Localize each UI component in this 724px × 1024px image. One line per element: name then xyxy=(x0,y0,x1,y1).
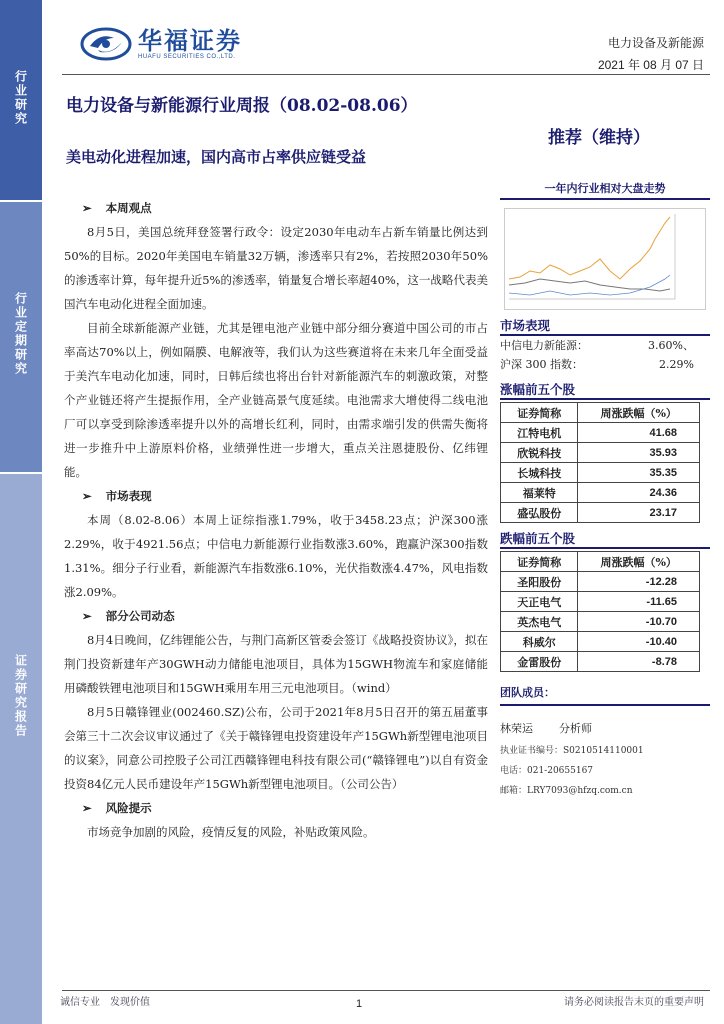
table-row: 英杰电气 -10.70 xyxy=(501,612,700,632)
market-row: 中信电力新能源： 3.60%、 xyxy=(500,339,694,352)
header-divider xyxy=(62,74,710,75)
losers-table: 证券简称 周涨跌幅（%） 圣阳股份 -12.28 天正电气 -11.65 英杰电气 -10.70 科威尔 -10.40 金雷股份 -8.78 xyxy=(500,551,700,672)
analyst: 林荣运 分析师 xyxy=(500,722,592,735)
paragraph: 8月5日赣锋锂业(002460.SZ)公布，公司于2021年8月5日召开的第五届董事会第三十二次会议审议通过了《关于赣锋锂电投资建设年产15GWh新型锂电池项目的议案》，同意公司控股子公司江西赣锋锂电科技有限公司(“赣锋锂电”)以自有资金投资84亿元人民币建设年产15GWh新型锂电池项目。（公司公告） xyxy=(64,705,488,791)
header-date: 2021 年 08 月 07 日 xyxy=(597,58,704,72)
section-heading: ➢ 风险提示 xyxy=(82,801,152,815)
paragraph: 8月4日晚间，亿纬锂能公告，与荆门高新区管委会签订《战略投资协议》，拟在荆门投资新建年产30GWH动力储能电池项目，具体为15GWH物流车和家庭储能用磷酸铁锂电池项目和15GWH乘用车用三元电池项目。（wind） xyxy=(64,633,488,695)
sidebar xyxy=(0,0,42,1024)
header-sector: 电力设备及新能源 xyxy=(607,36,704,50)
losers-heading: 跌幅前五个股 xyxy=(500,529,710,549)
paragraph: 8月5日，美国总统拜登签署行政令：设定2030年电动车占新车销量比例达到50%的目标。2020年美国电车销量32万辆，渗透率只有2%，若按照2030年50%的渗透率计算，每年提升近5%的渗透率，销量复合增长率超40%，这一战略代表美国汽车电动化进程全面加速。 xyxy=(64,225,488,311)
team-heading: 团队成员： xyxy=(500,684,710,706)
arrow-icon: ➢ xyxy=(82,609,92,623)
analyst-cert: 执业证书编号：S0210514110001 xyxy=(500,746,644,756)
table-row: 盛弘股份 23.17 xyxy=(501,503,700,523)
analyst-email[interactable]: 邮箱：LRY7093@hfzq.com.cn xyxy=(500,786,633,796)
paragraph: 市场竞争加剧的风险，疫情反复的风险，补贴政策风险。 xyxy=(87,825,375,839)
logo xyxy=(80,26,242,62)
analyst-phone: 电话：021-20655167 xyxy=(500,766,594,776)
market-row: 沪深 300 指数： 2.29% xyxy=(500,358,694,371)
rating: 推荐（维持） xyxy=(548,128,650,148)
table-row: 天正电气 -11.65 xyxy=(501,592,700,612)
section-heading: ➢ 市场表现 xyxy=(82,489,152,503)
sidebar-label-periodic: 行业定期研究 xyxy=(0,202,42,472)
gainers-table: 证券简称 周涨跌幅（%） 江特电机 41.68 欣锐科技 35.93 长城科技 35.35 福莱特 24.36 盛弘股份 23.17 xyxy=(500,402,700,523)
table-row: 欣锐科技 35.93 xyxy=(501,443,700,463)
main-content xyxy=(64,196,488,844)
chart-line-hs300 xyxy=(509,279,670,291)
right-panel xyxy=(500,180,710,796)
table-row: 福莱特 24.36 xyxy=(501,483,700,503)
table-row: 科威尔 -10.40 xyxy=(501,632,700,652)
paragraph: 本周（8.02-8.06）本周上证综指涨1.79%，收于3458.23点；沪深300涨2.29%，收于4921.56点；中信电力新能源行业指数涨3.60%，跑赢沪深300指数1.31%。细分子行业看，新能源汽车指数涨6.10%，光伏指数涨4.47%，风电指数涨2.09%。 xyxy=(64,513,488,599)
section-heading: ➢ 部分公司动态 xyxy=(82,609,175,623)
arrow-icon: ➢ xyxy=(82,489,92,503)
table-row: 长城科技 35.35 xyxy=(501,463,700,483)
chart-line-industry xyxy=(509,217,670,279)
page-number: 1 xyxy=(356,998,363,1010)
sidebar-label-securities-report: 证券研究报告 xyxy=(0,474,42,1024)
footer-slogan: 诚信专业 发现价值 xyxy=(60,997,150,1008)
logo-text-cn: 华福证券 xyxy=(138,27,242,55)
footer-divider xyxy=(62,990,710,991)
relative-performance-chart xyxy=(504,208,706,310)
table-row: 圣阳股份 -12.28 xyxy=(501,572,700,592)
footer-disclaimer: 请务必阅读报告末页的重要声明 xyxy=(564,997,704,1008)
huafu-logo-icon xyxy=(80,26,132,62)
market-heading: 市场表现 xyxy=(500,316,710,336)
gainers-heading: 涨幅前五个股 xyxy=(500,380,710,400)
paragraph: 目前全球新能源产业链，尤其是锂电池产业链中部分细分赛道中国公司的市占率高达70%以上，例如隔膜、电解液等，我们认为这些赛道将在未来几年全面受益于美汽车电动化加速，同时，日韩后续也将出台针对新能源汽车的刺激政策，对整个产业链还将产生提振作用，全产业链高景气度延续。电池需求大增使得二线电池厂可以享受到除渗透率提升以外的高增长红利，同时，由需求端引发的供需失衡将进一步推升中上游原料价格，业绩弹性进一步增大，重点关注恩捷股份、亿纬锂能。 xyxy=(64,321,488,479)
table-row: 金雷股份 -8.78 xyxy=(501,652,700,672)
chart-title: 一年内行业相对大盘走势 xyxy=(500,180,710,200)
chart-line-excess xyxy=(509,275,670,295)
section-heading: ➢ 本周观点 xyxy=(82,201,152,215)
report-title: 电力设备与新能源行业周报（08.02-08.06） xyxy=(66,96,418,116)
table-row: 江特电机 41.68 xyxy=(501,423,700,443)
logo-text-en: HUAFU SECURITIES CO.,LTD. xyxy=(138,54,236,60)
report-subtitle: 美电动化进程加速，国内高市占率供应链受益 xyxy=(66,148,367,166)
arrow-icon: ➢ xyxy=(82,801,92,815)
arrow-icon: ➢ xyxy=(82,201,92,215)
sidebar-label-industry-research: 行业研究 xyxy=(0,0,42,200)
